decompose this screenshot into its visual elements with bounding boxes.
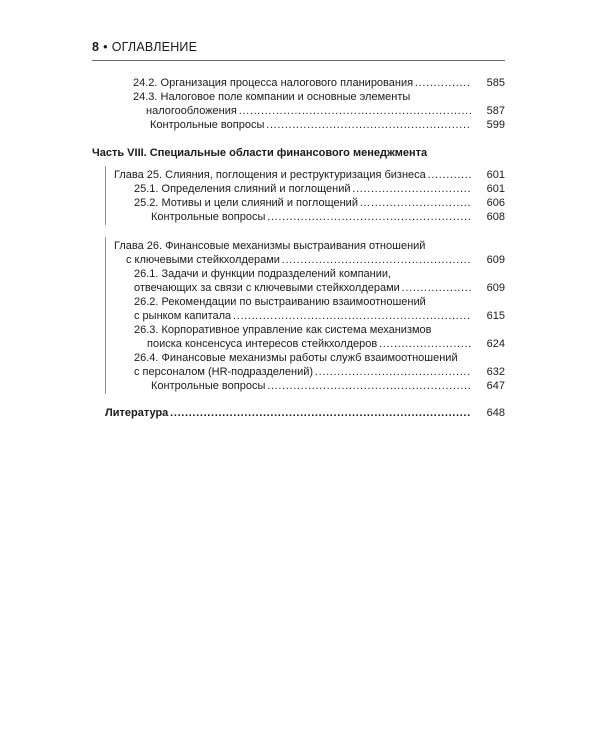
toc-entry-page: 585 — [486, 77, 505, 89]
toc-entry-text-line2: налогообложения . . . — [146, 104, 471, 118]
toc-entry-text-line1: 26.1. Задачи и функции подразделений компании, — [134, 268, 392, 280]
part-title[interactable]: Часть VIII. Специальные области финансового менеджмента — [92, 147, 428, 159]
toc-entry-text: Контрольные вопросы . . . — [151, 210, 471, 224]
toc-entry-page: 601 — [486, 169, 505, 181]
toc-entry-text: 25.1. Определения слияний и поглощений . . . — [134, 182, 471, 196]
toc-entry-text-line1: 26.4. Финансовые механизмы работы служб взаимоотношений — [134, 352, 458, 364]
toc-entry-text-line1: Глава 26. Финансовые механизмы выстраивания отношений — [114, 240, 426, 252]
chapter-24-tail — [92, 74, 505, 133]
toc-entry-page: 601 — [486, 183, 505, 195]
toc-entry-26-2[interactable] — [106, 295, 505, 323]
toc-entry-text-line2: поиска консенсуса интересов стейкхолдеров . . . — [147, 337, 471, 351]
toc-entry-page: 647 — [486, 380, 505, 392]
header-page-number: 8 — [92, 40, 100, 54]
toc-entry-25-2[interactable] — [106, 196, 505, 210]
chapter-25-group — [105, 166, 505, 225]
toc-entry-page: 632 — [486, 366, 505, 378]
toc-entry-page: 606 — [486, 197, 505, 209]
toc-entry-26-1[interactable] — [106, 267, 505, 295]
toc-entry-26-3[interactable] — [106, 323, 505, 351]
toc-entry-text-line2: с персоналом (HR-подразделений) . . . — [134, 365, 471, 379]
toc-entry-text-line2: отвечающих за связи с ключевыми стейкхолдерами . . . — [134, 281, 471, 295]
running-header — [92, 40, 505, 61]
toc-entry-24-2[interactable] — [92, 76, 505, 90]
toc-entry-chapter-26[interactable] — [106, 239, 505, 267]
toc-entry-text: Контрольные вопросы . . . — [150, 118, 471, 132]
toc-entry-24-3[interactable] — [92, 90, 505, 118]
toc-entry-review-questions-24[interactable] — [92, 118, 505, 132]
toc-entry-text: 24.2. Организация процесса налогового планирования . . . — [133, 76, 471, 90]
toc-entry-page: 615 — [486, 310, 505, 322]
toc-entry-page: 587 — [486, 105, 505, 117]
toc-entry-text: Контрольные вопросы . . . — [151, 379, 471, 393]
toc-entry-chapter-25[interactable] — [106, 168, 505, 182]
toc-entry-review-questions-25[interactable] — [106, 210, 505, 224]
toc-entry-text-line1: 26.3. Корпоративное управление как система механизмов — [134, 324, 432, 336]
toc-entry-text: Литература . . . — [105, 406, 471, 420]
toc-entry-text-line2: с рынком капитала . . . — [134, 309, 471, 323]
toc-entry-page: 599 — [486, 119, 505, 131]
toc-entry-bibliography[interactable] — [92, 406, 505, 420]
toc-entry-26-4[interactable] — [106, 351, 505, 379]
toc-entry-page: 624 — [486, 338, 505, 350]
toc-entry-page: 608 — [486, 211, 505, 223]
toc-entry-review-questions-26[interactable] — [106, 379, 505, 393]
toc-entry-25-1[interactable] — [106, 182, 505, 196]
toc-entry-text-line1: 26.2. Рекомендации по выстраиванию взаимоотношений — [134, 296, 426, 308]
toc-entry-text-line1: 24.3. Налоговое поле компании и основные элементы — [133, 91, 411, 103]
toc-entry-page: 609 — [486, 282, 505, 294]
toc-entry-page: 609 — [486, 254, 505, 266]
toc-entry-text-line2: с ключевыми стейкхолдерами . . . — [126, 253, 471, 267]
header-bullet: • — [103, 40, 108, 54]
toc-entry-text: Глава 25. Слияния, поглощения и реструктуризация бизнеса . . . — [114, 168, 471, 182]
header-title: ОГЛАВЛЕНИЕ — [111, 40, 198, 54]
chapter-26-group — [105, 237, 505, 394]
toc-entry-page: 648 — [486, 407, 505, 419]
table-of-contents — [92, 74, 505, 420]
toc-entry-text: 25.2. Мотивы и цели слияний и поглощений . . . — [134, 196, 471, 210]
